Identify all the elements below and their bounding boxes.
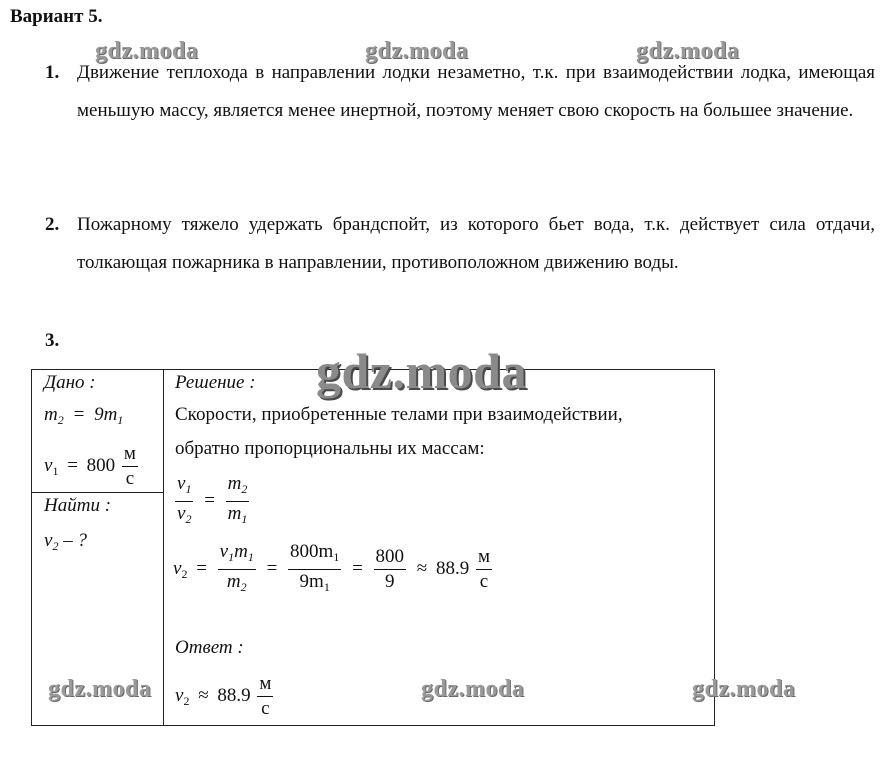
watermark: gdz.moda xyxy=(365,38,469,64)
unit-fraction: $\frac{м}{с}$ xyxy=(123,443,136,489)
solution-text-line-2: обратно пропорциональны их массам: xyxy=(175,438,485,459)
watermark: gdz.moda xyxy=(692,676,796,702)
item-number: 2. xyxy=(45,214,60,235)
variant-title: Вариант 5. xyxy=(10,6,103,27)
given-heading: Дано : xyxy=(44,372,96,393)
watermark: gdz.moda xyxy=(48,676,152,702)
watermark: gdz.moda xyxy=(636,38,740,64)
item-text: Движение теплохода в направлении лодки незаметно, т.к. при взаимодействии лодка, имеющая меньшую массу, является менее инертной, поэтому меняет свою скорость на большее значение. xyxy=(77,62,875,121)
answer-heading: Ответ : xyxy=(175,637,244,658)
velocity-mass-ratio: $\frac{v_1}{v_2}$ = $\frac{m_2}{m_1}$ xyxy=(177,473,248,526)
answer-item-1 xyxy=(45,54,875,130)
solution-text-line-1: Скорости, приобретенные телами при взаимодействии, xyxy=(175,404,623,425)
solution-heading: Решение : xyxy=(175,372,256,393)
velocity-calculation: $v_2$ = $\frac{v_1m_1}{m_2}$ = $\frac{800m_1}{9m_1}$ = $\frac{800}{9}$ ≈ 88.9 $\frac{м}{с}$ xyxy=(173,541,491,594)
answer-item-2 xyxy=(45,206,875,282)
item-number: 1. xyxy=(45,62,60,83)
watermark: gdz.moda xyxy=(421,676,525,702)
given-velocity: $v_1 = 800$ $\frac{м}{с}$ xyxy=(44,443,136,489)
find-unknown: $v_2$ – ? xyxy=(44,530,87,553)
find-heading: Найти : xyxy=(44,495,112,516)
item-number: 3. xyxy=(45,330,60,351)
solution-table xyxy=(31,369,715,726)
watermark: gdz.moda xyxy=(95,38,199,64)
answer-value: $v_2 \approx 88.9$ $\frac{м}{с}$ xyxy=(175,673,272,719)
watermark: gdz.moda xyxy=(316,343,527,399)
divider xyxy=(163,370,164,725)
item-text: Пожарному тяжело удержать брандспойт, из которого бьет вода, т.к. действует сила отдачи, толкающая пожарника в направлении, противоположном движению воды. xyxy=(77,214,875,273)
given-mass-relation: $m_2 = 9m_1$ xyxy=(44,404,124,427)
divider xyxy=(32,492,163,493)
